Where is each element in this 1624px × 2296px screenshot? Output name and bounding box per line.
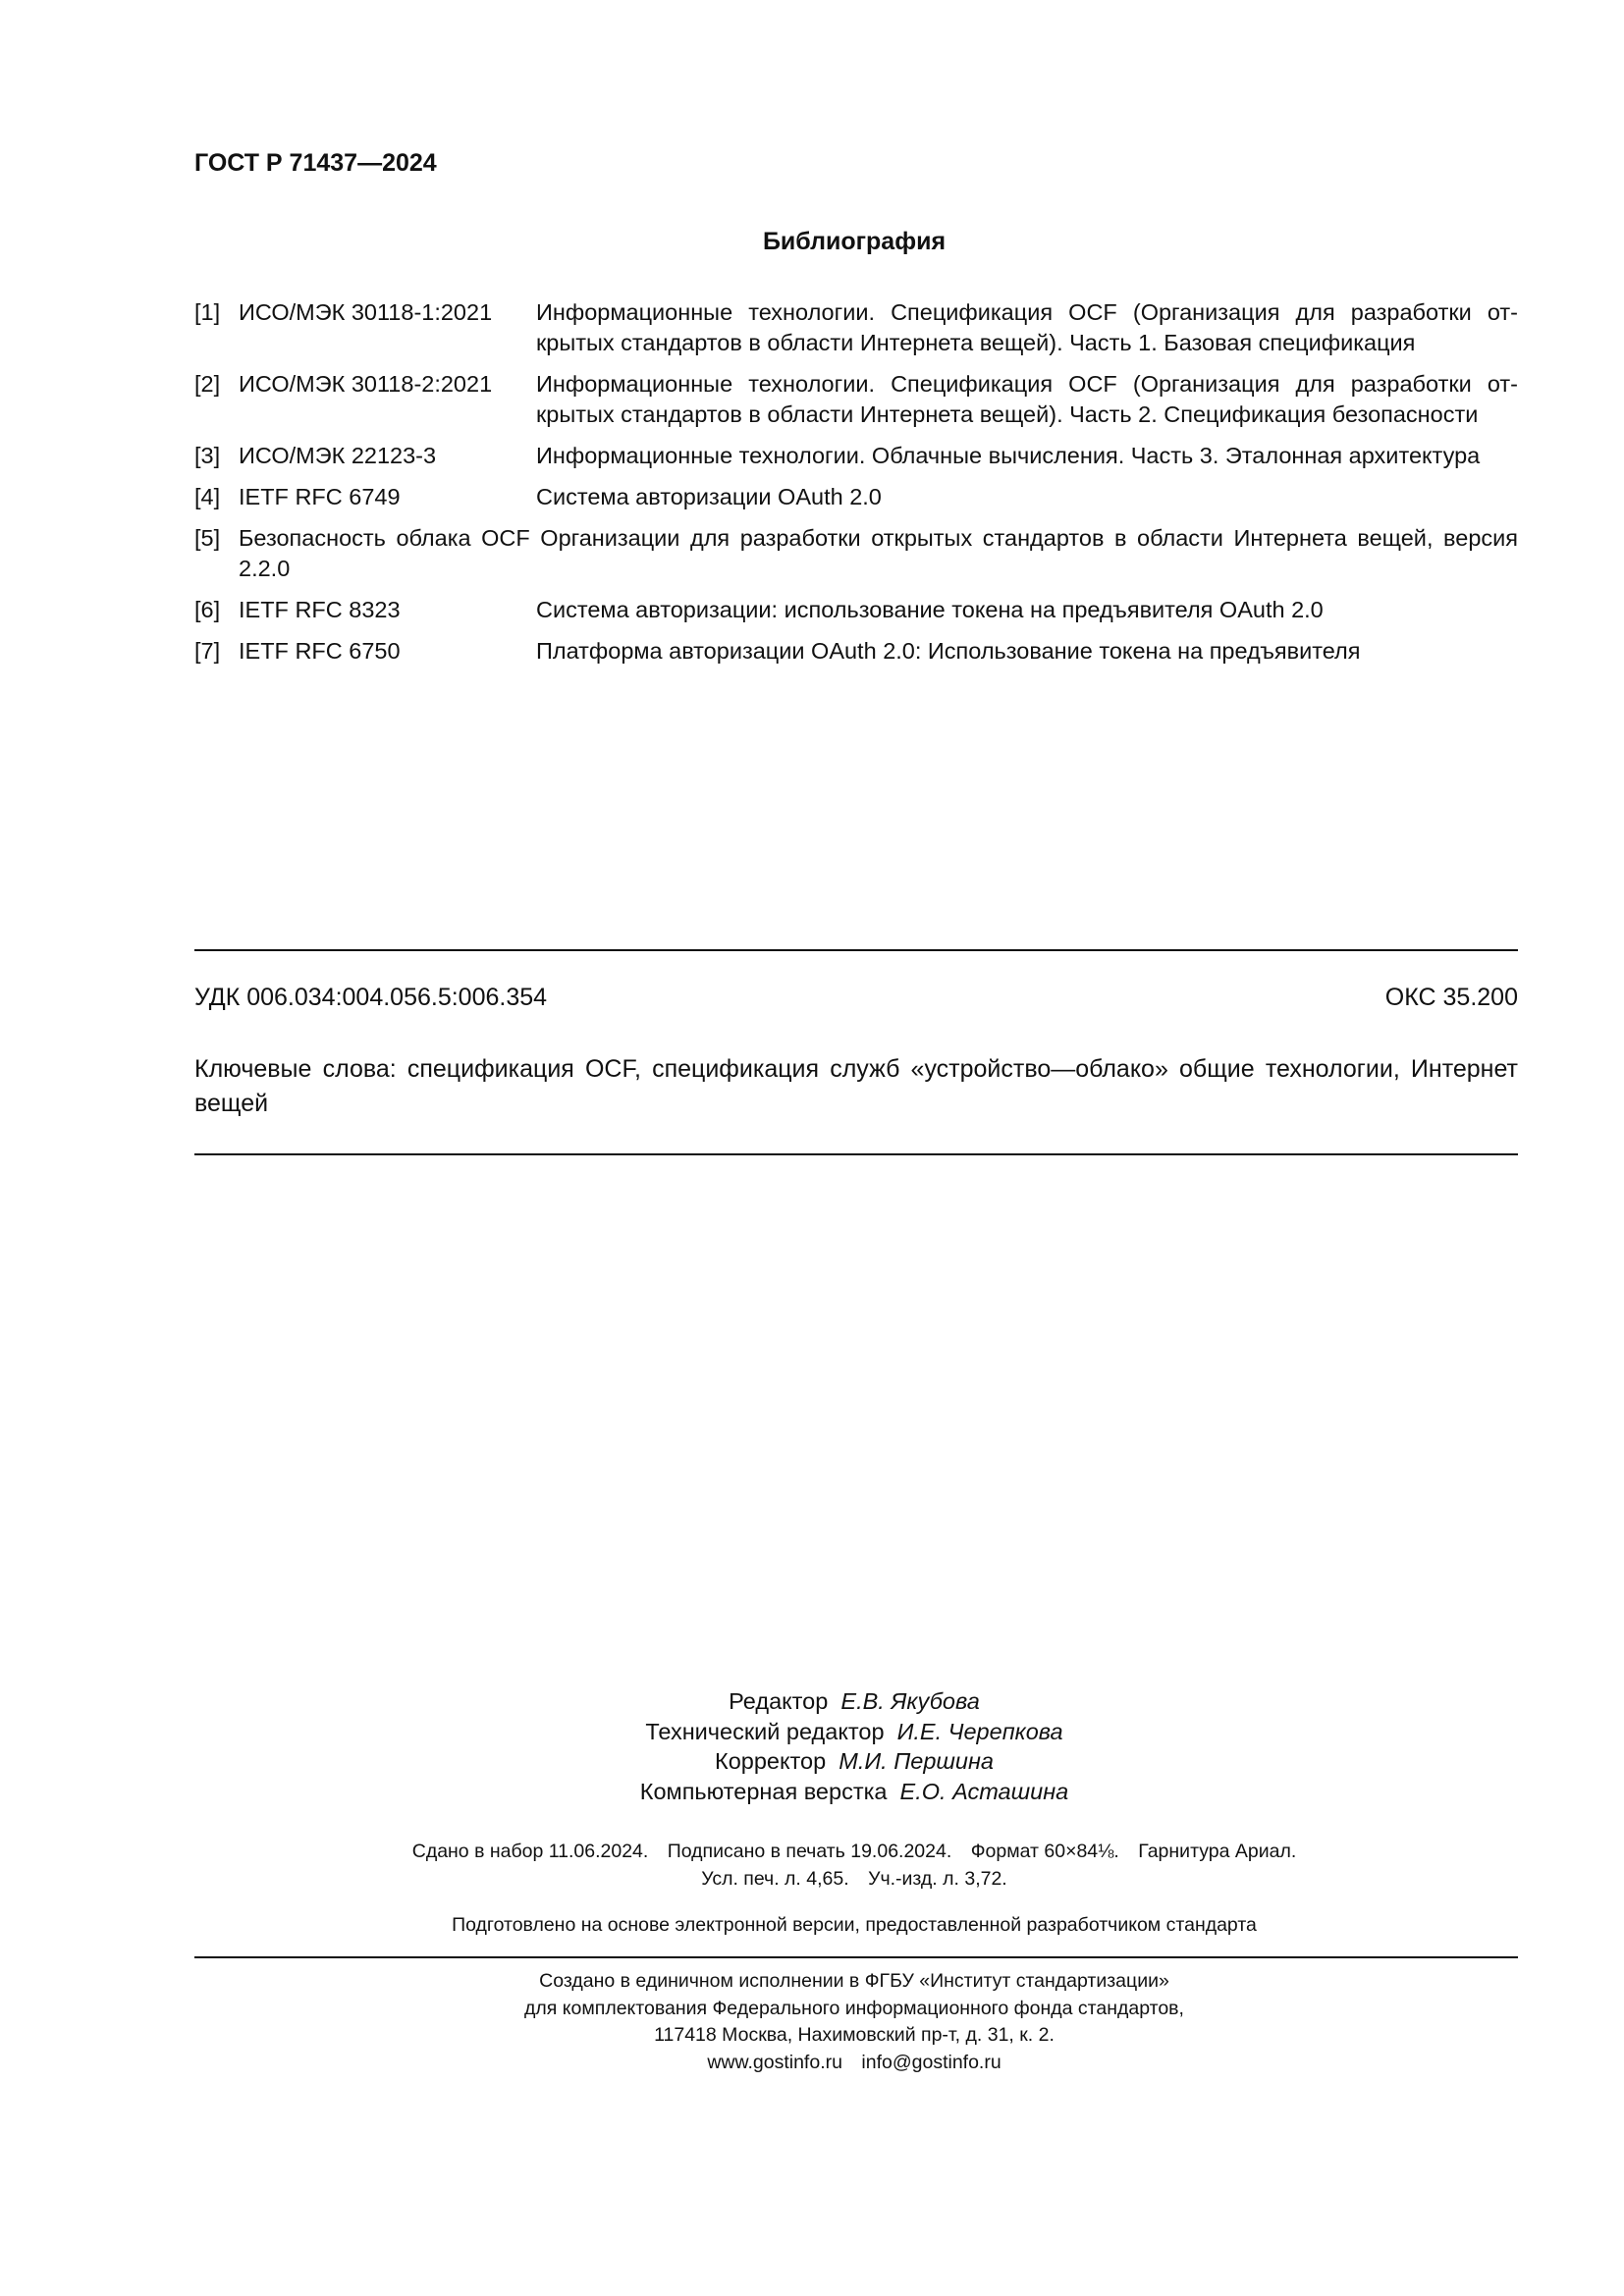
staff-line [0,1746,1624,1777]
divider-line [194,949,1518,951]
entry-reference: ИСО/МЭК 22123-3 [239,443,437,468]
publisher-address: 117418 Москва, Нахимовский пр-т, д. 31, к. 2. [654,2024,1055,2046]
imprint-line [0,1838,1624,1865]
print-sheets: Усл. печ. л. 4,65. [701,1868,849,1890]
staff-name: Е.О. Асташина [899,1778,1069,1804]
entry-number: [5] [194,525,221,551]
email-link[interactable]: info@gostinfo.ru [861,2051,1001,2073]
publisher-info [0,1968,1624,2076]
entry-number: [7] [194,638,221,664]
staff-role: Компьютерная верстка [639,1778,888,1804]
bibliography-entry [194,523,1518,584]
entry-description: Платформа авторизации OAuth 2.0: Использование токена на предъявителя [536,638,1361,664]
staff-line [0,1777,1624,1807]
standard-designation: ГОСТ Р 71437—2024 [194,149,437,177]
entry-description: Информационные технологии. Облачные вычисления. Часть 3. Эталонная архитектура [536,443,1481,468]
entry-description: Информационные технологии. Спецификация OCF (Организация для разработки открытых стандартов в области Интернета вещей). Часть 1. Базовая спецификация [536,299,1518,355]
entry-number: [6] [194,597,221,622]
entry-description: Безопасность облака OCF Организации для разработки открытых стандартов в области Интернета вещей, версия 2.2.0 [239,525,1518,581]
staff-line [0,1686,1624,1717]
entry-number: [3] [194,443,221,468]
oks-code: ОКС 35.200 [1384,984,1518,1011]
submitted-date: Сдано в набор 11.06.2024. [411,1841,649,1862]
staff-name: М.И. Першина [839,1748,994,1774]
udk-code: УДК 006.034:004.056.5:006.354 [194,984,548,1011]
publisher-line: для комплектования Федерального информационного фонда стандартов, [524,1997,1184,2019]
publisher-line: Создано в единичном исполнении в ФГБУ «Институт стандартизации» [539,1970,1169,1992]
entry-reference: ИСО/МЭК 30118-2:2021 [239,371,493,397]
typeface: Гарнитура Ариал. [1138,1841,1297,1862]
bibliography-entry [194,297,1518,358]
editorial-staff [0,1686,1624,1806]
entry-reference: IETF RFC 8323 [239,597,401,622]
imprint-info [0,1838,1624,1893]
entry-description: Система авторизации: использование токена на предъявителя OAuth 2.0 [536,597,1324,622]
classification-row [194,984,1518,1012]
signed-date: Подписано в печать 19.06.2024. [667,1841,952,1862]
entry-number: [2] [194,371,221,397]
publisher-contacts [0,2050,1624,2077]
entry-description: Система авторизации OAuth 2.0 [536,484,882,509]
publisher-sheets: Уч.-изд. л. 3,72. [868,1868,1007,1890]
keywords: Ключевые слова: спецификация OCF, спецификация служб «устройство—облако» общие технологии, Интернет вещей [194,1055,1518,1117]
imprint-line [0,1865,1624,1893]
bibliography-entry [194,595,1518,625]
paper-format: Формат 60×84⅛. [970,1841,1119,1862]
bibliography-entry [194,636,1518,667]
staff-line [0,1717,1624,1747]
entry-number: [4] [194,484,221,509]
entry-description: Информационные технологии. Спецификация OCF (Организация для разработки открытых стандартов в области Интернета вещей). Часть 2. Спецификация безопасности [536,371,1518,427]
staff-role: Редактор [729,1688,829,1714]
website-link[interactable]: www.gostinfo.ru [707,2051,842,2073]
entry-reference: ИСО/МЭК 30118-1:2021 [239,299,493,325]
staff-role: Технический редактор [645,1718,885,1744]
entry-number: [1] [194,299,221,325]
bibliography-entry [194,482,1518,512]
bibliography-entry [194,441,1518,471]
divider-line [194,1956,1518,1958]
bibliography-entry [194,369,1518,430]
staff-name: И.Е. Черепкова [896,1718,1063,1744]
divider-line [194,1153,1518,1155]
prepared-note: Подготовлено на основе электронной версии, предоставленной разработчиком стандарта [452,1914,1257,1936]
staff-name: Е.В. Якубова [840,1688,980,1714]
bibliography-list [194,297,1518,677]
entry-reference: IETF RFC 6750 [239,638,401,664]
staff-role: Корректор [715,1748,827,1774]
bibliography-title: Библиография [762,228,947,255]
entry-reference: IETF RFC 6749 [239,484,401,509]
